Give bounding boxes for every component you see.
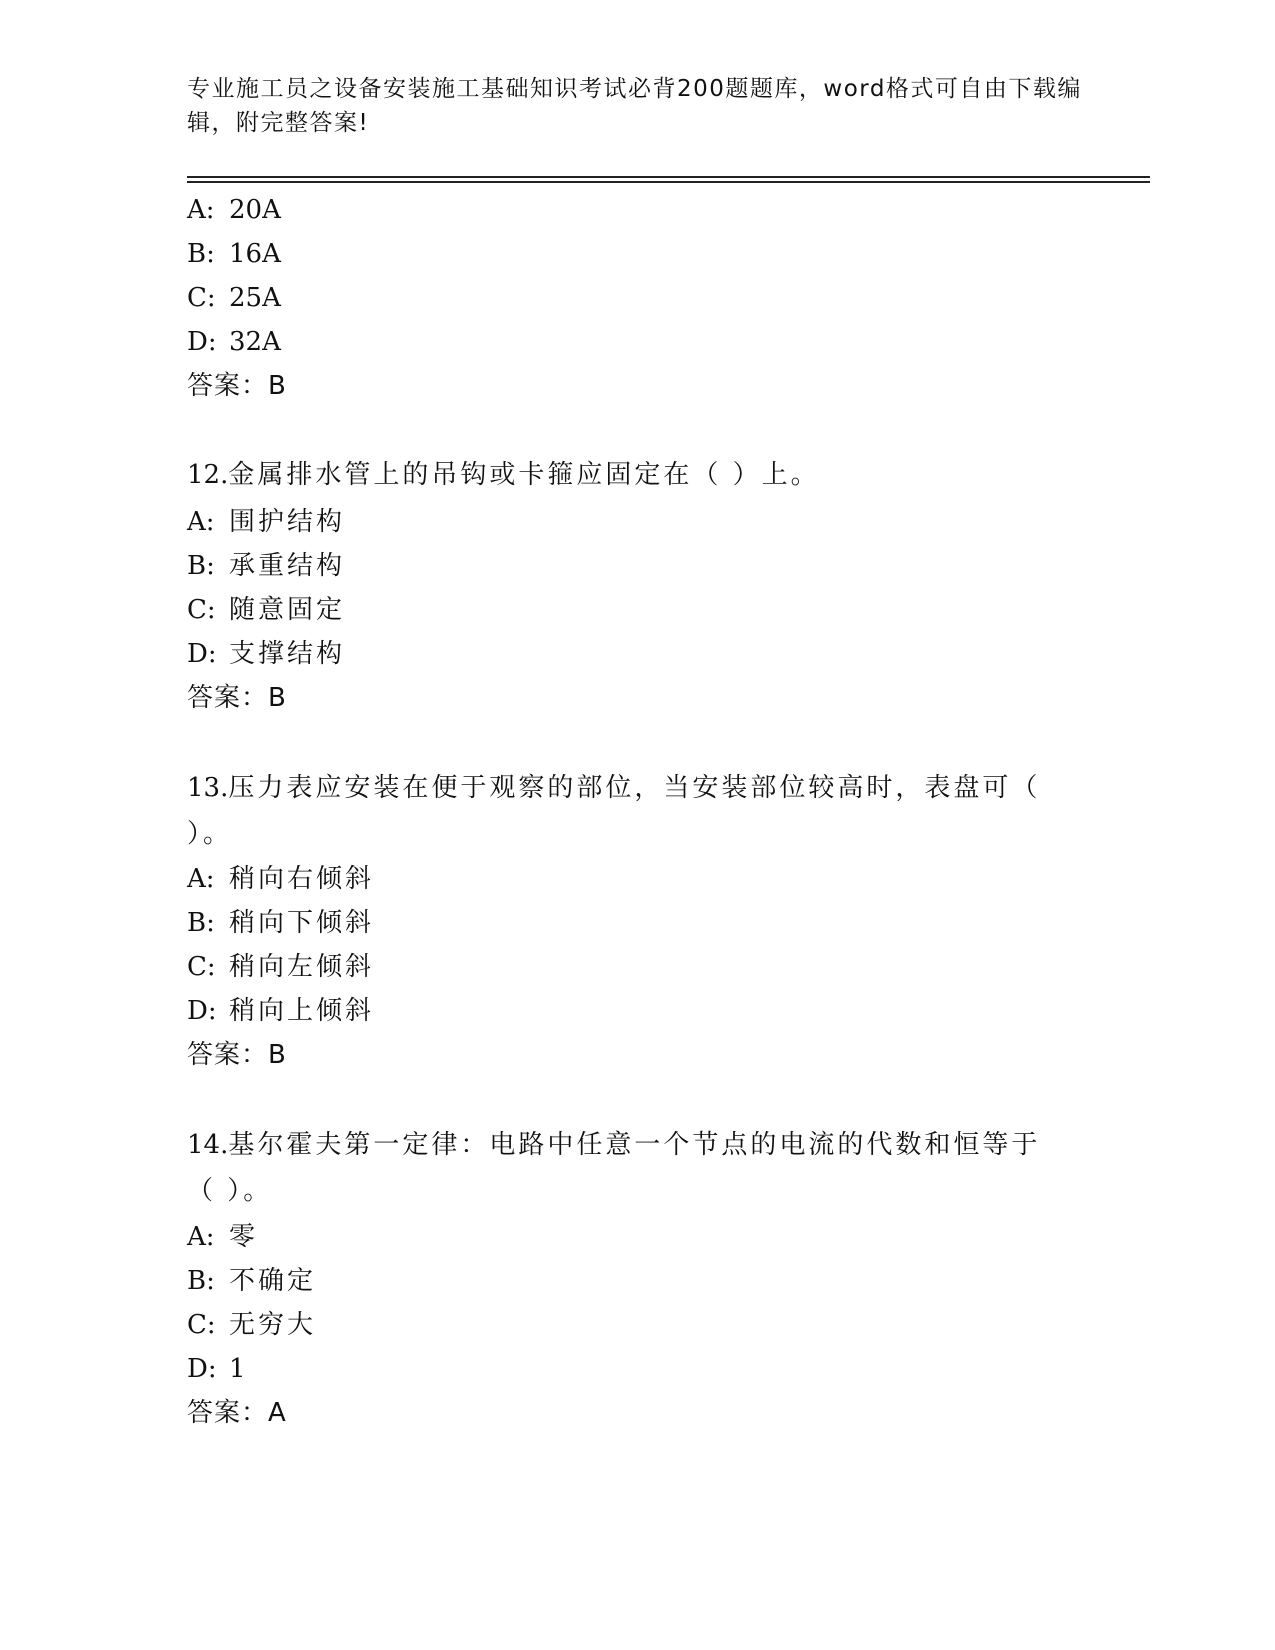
option-key: A: <box>187 195 215 225</box>
option-text: 零 <box>229 1222 259 1252</box>
option-a <box>187 193 281 227</box>
option-text: 稍向右倾斜 <box>229 864 375 894</box>
option-key: A: <box>187 507 215 537</box>
option-a <box>187 505 345 539</box>
question-body: 基尔霍夫第一定律：电路中任意一个节点的电流的代数和恒等于（ ）。 <box>187 1130 1041 1206</box>
answer-line: 答案：B <box>187 683 287 713</box>
option-text: 16A <box>229 239 281 269</box>
option-text: 不确定 <box>229 1266 317 1296</box>
option-text: 围护结构 <box>229 507 346 537</box>
answer-line: 答案：A <box>187 1398 287 1428</box>
option-key: C: <box>187 952 216 982</box>
option-key: D: <box>187 1354 217 1384</box>
question-text <box>187 1122 1067 1214</box>
option-text: 随意固定 <box>229 595 346 625</box>
header-rule-bottom <box>187 181 1150 183</box>
option-text: 无穷大 <box>229 1310 317 1340</box>
option-text: 稍向左倾斜 <box>229 952 375 982</box>
option-c <box>187 1308 316 1342</box>
option-key: C: <box>187 283 216 313</box>
option-text: 支撑结构 <box>229 639 346 669</box>
question-number: 13. <box>187 773 229 803</box>
option-key: A: <box>187 864 215 894</box>
option-key: A: <box>187 1222 215 1252</box>
option-key: C: <box>187 1310 216 1340</box>
option-key: D: <box>187 327 217 357</box>
option-key: D: <box>187 639 217 669</box>
document-header-title: 专业施工员之设备安装施工基础知识考试必背200题题库，word格式可自由下载编辑，附完整答案! <box>187 76 1082 136</box>
option-key: D: <box>187 996 217 1026</box>
question-number: 14. <box>187 1130 229 1160</box>
option-text: 20A <box>229 195 281 225</box>
option-a <box>187 862 374 896</box>
option-key: B: <box>187 908 215 938</box>
option-key: B: <box>187 239 215 269</box>
option-a <box>187 1220 258 1254</box>
option-d <box>187 637 345 671</box>
option-key: C: <box>187 595 216 625</box>
option-d <box>187 1352 246 1386</box>
option-c <box>187 593 345 627</box>
option-b <box>187 1264 316 1298</box>
question-text <box>187 765 1067 857</box>
option-text: 1 <box>229 1354 246 1384</box>
question-number: 12. <box>187 460 229 490</box>
option-b <box>187 549 345 583</box>
answer-line: 答案：B <box>187 1040 287 1070</box>
option-key: B: <box>187 1266 215 1296</box>
option-key: B: <box>187 551 215 581</box>
question-text <box>187 452 1067 498</box>
option-text: 32A <box>229 327 281 357</box>
question-body: 压力表应安装在便于观察的部位，当安装部位较高时，表盘可（ ）。 <box>187 773 1041 849</box>
option-c <box>187 281 281 315</box>
option-c <box>187 950 374 984</box>
option-b <box>187 237 281 271</box>
option-text: 稍向上倾斜 <box>229 996 375 1026</box>
question-body: 金属排水管上的吊钩或卡箍应固定在（ ）上。 <box>228 460 820 490</box>
option-d <box>187 325 281 359</box>
answer-line: 答案：B <box>187 371 287 401</box>
option-d <box>187 994 374 1028</box>
option-b <box>187 906 374 940</box>
option-text: 承重结构 <box>229 551 346 581</box>
option-text: 稍向下倾斜 <box>229 908 375 938</box>
option-text: 25A <box>229 283 281 313</box>
header-rule-top <box>187 176 1150 178</box>
